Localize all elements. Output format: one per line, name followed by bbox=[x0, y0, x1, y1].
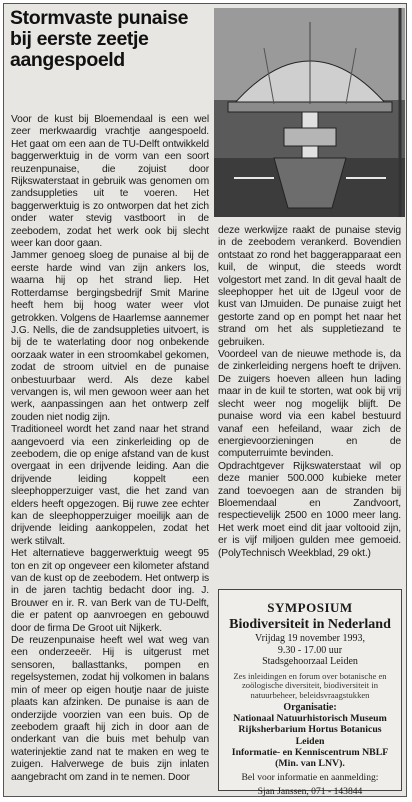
article-column-left bbox=[11, 114, 209, 794]
paragraph-6: deze werkwijze raakt de punaise stevig in de zeebodem verankerd. Bovendien ontstaat zo rond het baggerapparaat een kuil, de winput, die steeds wordt volgestort met zand. In dit geval haalt de sleephopper het uit de IJgeul voor de kust van IJmuiden. De punaise zuigt het gestorte zand op en pompt het naar het strand om het als suppletiezand te gebruiken. bbox=[218, 225, 401, 348]
symposium-venue: Stadsgehoorzaal Leiden bbox=[262, 656, 358, 667]
paragraph-1: Voor de kust bij Bloemendaal is een wel zeer merkwaardig vrachtje aangespoeld. Het gaat om een aan de TU-Delft ontwikkeld baggerwerktuig in de vorm van een soort reuzenpunaise, die zojuist door Rijkswaterstaat in gebruik was genomen om zandsuppleties uit te voeren. Het baggerwerktuig is zo ontworpen dat het zich onder water stevig vastboort in de zeebodem, zodat het werk ook bij slecht weer kan door gaan. bbox=[11, 114, 209, 250]
symposium-date: Vrijdag 19 november 1993, bbox=[255, 633, 365, 644]
headline-line-1: Stormvaste punaise bbox=[10, 7, 189, 29]
pump-housing bbox=[284, 128, 336, 146]
paragraph-7: Voordeel van de nieuwe methode is, da de zinkerleiding nergens hoeft te drijven. De zuigers hoeven alleen hun lading maar in de kuil te storten, wat ook bij vrij slecht weer nog mogelijk blijft. De punaise word via een kabel bestuurd vanaf een hefeiland, waar zich de energievoorzieningen en de computerruimte bevinden. bbox=[218, 349, 401, 460]
organiser-2: Rijksherbarium Hortus Botanicus bbox=[238, 724, 382, 736]
newspaper-clipping bbox=[3, 3, 407, 797]
paragraph-3: Traditioneel wordt het zand naar het strand aangevoerd via een zinkerleiding op de zeebodem, die op enige afstand van de kust overgaat in een drijvende leiding. Aan die drijvende leiding koppelt een sleephopperzuiger vast, die het zand van elders heeft opgezogen. Bij ruwe zee echter kan de sleephopperzuiger moeilijk aan de drijvende leiding aankoppelen, zodat het werk stilvalt. bbox=[11, 424, 209, 547]
symposium-advertisement bbox=[218, 589, 402, 798]
symposium-title: SYMPOSIUM bbox=[267, 600, 353, 615]
organiser-1: Nationaal Natuurhistorisch Museum bbox=[233, 713, 387, 725]
organiser-label: Organisatie: bbox=[283, 702, 337, 714]
dredger-diagram bbox=[214, 8, 405, 217]
article-headline bbox=[10, 8, 210, 71]
article-column-right bbox=[218, 225, 401, 580]
info-line: Bel voor informatie en aanmelding: bbox=[241, 772, 379, 784]
headline-line-2: bij eerste zeetje bbox=[10, 28, 149, 50]
contact-line: Sjan Janssen, 071 - 143844 bbox=[257, 786, 363, 798]
paragraph-4: Het alternatieve baggerwerktuig weegt 95 ton en zit op ongeveer een kilometer afstand van de kust op de zeebodem. Het ontwerp is in de jaren tachtig bedacht door ing. J. Brouwer en ir. R. van Berk van de TU-Delft, die er patent op aanvroegen en gebouwd door de firma De Groot uit Nijkerk. bbox=[11, 548, 209, 634]
paragraph-5: De reuzenpunaise heeft wel wat weg van een onderzeeër. Hij is uitgerust met sensoren, ballasttanks, pompen en regelsystemen, zodat hij volkomen in balans min of meer op eigen houtje naar de juiste plaats kan afzinken. De punaise is aan de onderzijde voorzien van een buis. Op de zeebodem graaft hij zich in door aan de onderkant van die buis met behulp van waterinjektie zand nat te maken en weg te zuigen. Halverwege de buis zijn inlaten aangebracht om zand in te nemen. Door bbox=[11, 635, 209, 783]
headline-line-3: aangespoeld bbox=[10, 49, 125, 71]
paragraph-2: Jammer genoeg sloeg de punaise al bij de eerste harde wind van zijn ankers los, waarna hij op het strand liep. Het Rotterdamse bergingsbedrijf Smit Marine heeft hem bij hoog water weer vlot getrokken. Volgens de Haarlemse aannemer J.G. Nells, die de zandsuppleties uitvoert, is bij de te waterlating door nog onbekende oorzaak water in een stroomkabel gekomen, zodat de stroom uitviel en de punaise onbestuurbaar werd. Als deze kabel vervangen is, wil men gewoon weer aan het werk, aanpassingen aan het ontwerp zelf zouden niet nodig zijn. bbox=[11, 250, 209, 423]
organiser-3: Leiden bbox=[295, 735, 325, 747]
dredging-device-illustration bbox=[214, 8, 405, 217]
organiser-5: (Min. van LNV). bbox=[275, 758, 345, 770]
symposium-heading: Biodiversiteit in Nederland bbox=[229, 617, 391, 632]
organiser-4: Informatie- en Kenniscentrum NBLF bbox=[231, 746, 389, 758]
paragraph-8: Opdrachtgever Rijkswaterstaat wil op deze manier 500.000 kubieke meter zand toevoegen aan de stranden bij Bloemendaal en Zandvoort, respectievelijk 2500 en 1000 meer lang. Het werk moet eind dit jaar voltooid zijn, er is vijf miljoen gulden mee gemoeid. (PolyTechnisch Weekblad, 29 okt.) bbox=[218, 460, 401, 559]
symposium-description: Zes inleidingen en forum over botanische en zoölogische diversiteit, biodiversiteit in natuurbeheer, beleidsvraagstukken bbox=[233, 670, 387, 700]
symposium-time: 9.30 - 17.00 uur bbox=[277, 644, 343, 656]
